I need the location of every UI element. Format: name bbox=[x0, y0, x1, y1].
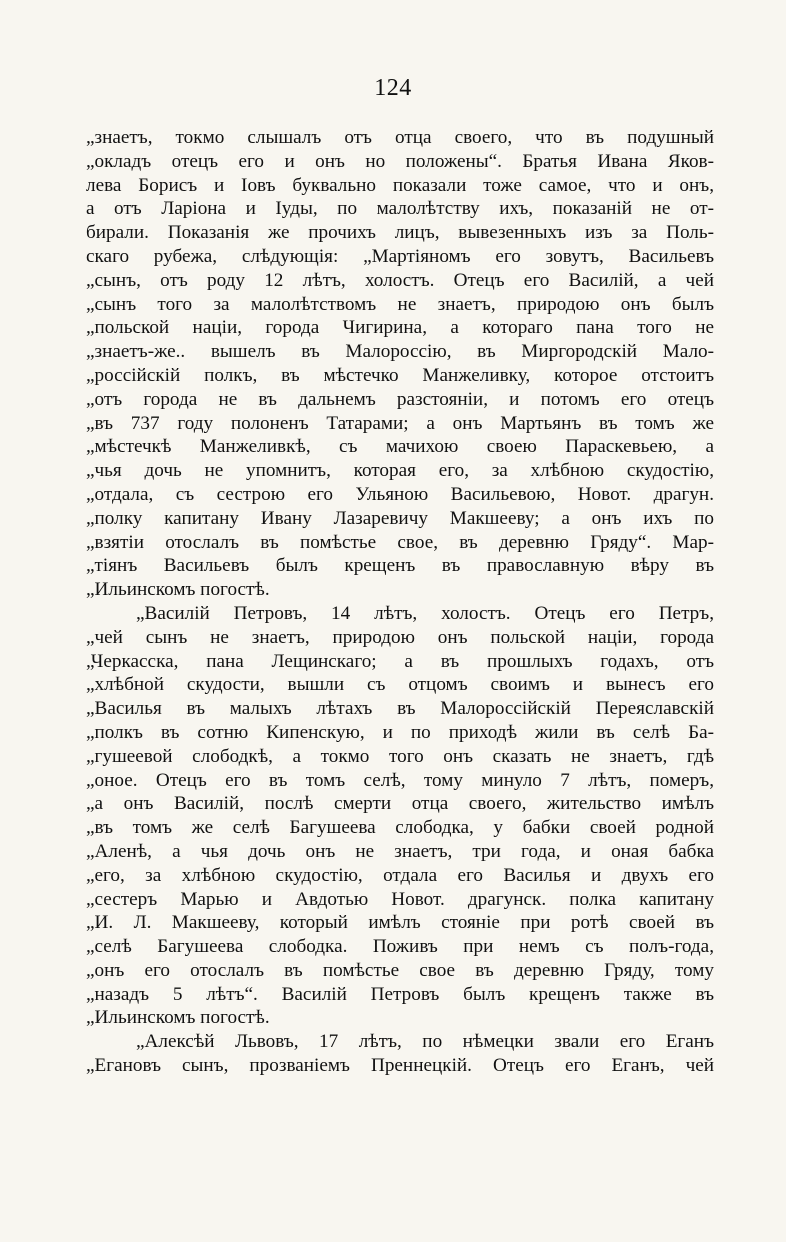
text-line: „знаетъ, токмо слышалъ отъ отца своего, что въ подушный bbox=[86, 127, 714, 148]
text-line: „селѣ Багушеева слободка. Поживъ при немъ съ полъ-года, bbox=[86, 936, 714, 958]
body-text bbox=[86, 126, 714, 1078]
text-line: „И. Л. Макшееву, который имѣлъ стояніе при ротѣ своей въ bbox=[86, 912, 714, 934]
text-line: „а онъ Василій, послѣ смерти отца своего, жительство имѣлъ bbox=[86, 793, 714, 815]
text-line: „россійскій полкъ, въ мѣстечко Манжеливку, которое отстоитъ bbox=[86, 364, 714, 386]
text-line: „назадъ 5 лѣтъ“. Василій Петровъ былъ крещенъ также въ bbox=[86, 983, 714, 1005]
text-line: „сестеръ Марью и Авдотью Новот. драгунск. полка капитану bbox=[86, 888, 714, 910]
text-line: „Василья въ малыхъ лѣтахъ въ Малороссійскій Переяславскій bbox=[86, 698, 714, 720]
text-line: „тіянъ Васильевъ былъ крещенъ въ православную вѣру въ bbox=[86, 555, 714, 577]
text-line: „взятіи отослалъ въ помѣстье свое, въ деревню Гряду“. Мар- bbox=[86, 531, 714, 553]
text-line: „хлѣбной скудости, вышли съ отцомъ своимъ и вынесъ его bbox=[86, 674, 714, 696]
text-line: „окладъ отецъ его и онъ но положены“. Братья Ивана Яков- bbox=[86, 150, 714, 172]
text-line: „полкъ въ сотню Кипенскую, и по приходѣ жили въ селѣ Ба- bbox=[86, 721, 714, 743]
text-line: „чей сынъ не знаетъ, природою онъ польской націи, города bbox=[86, 626, 714, 648]
text-line: „гушеевой слободкѣ, а токмо того онъ сказать не знаетъ, гдѣ bbox=[86, 745, 714, 767]
text-line: „въ томъ же селѣ Багушеева слободка, у бабки своей родной bbox=[86, 817, 714, 839]
text-line: „сынъ того за малолѣтствомъ не знаетъ, природою онъ былъ bbox=[86, 293, 714, 315]
text-line: „Аленѣ, а чья дочь онъ не знаетъ, три года, и оная бабка bbox=[86, 840, 714, 862]
text-line: „оное. Отецъ его въ томъ селѣ, тому минуло 7 лѣтъ, померъ, bbox=[86, 769, 714, 791]
text-line: лева Борисъ и Іовъ буквально показали тоже самое, что и онъ, bbox=[86, 174, 714, 196]
text-line: а отъ Ларіона и Іуды, по малолѣтству ихъ, показаній не от- bbox=[86, 198, 714, 220]
text-line: „Василій Петровъ, 14 лѣтъ, холостъ. Отецъ его Петръ, bbox=[136, 602, 714, 624]
text-line: „чья дочь не упомнитъ, которая его, за хлѣбною скудостію, bbox=[86, 460, 714, 482]
text-line: „Ильинскомъ погостѣ. bbox=[86, 1007, 270, 1029]
text-line: „его, за хлѣбною скудостію, отдала его Василья и двухъ его bbox=[86, 864, 714, 886]
text-line: „польской націи, города Чигирина, а котораго пана того не bbox=[86, 317, 714, 339]
text-line: „мѣстечкѣ Манжеливкѣ, съ мачихою своею Параскевьею, а bbox=[86, 436, 714, 458]
text-line: „Черкасска, пана Лещинскаго; а въ прошлыхъ годахъ, отъ bbox=[86, 650, 714, 672]
text-line: „Ильинскомъ погостѣ. bbox=[86, 579, 270, 601]
page-number: 124 bbox=[374, 75, 412, 101]
text-line: „сынъ, отъ роду 12 лѣтъ, холостъ. Отецъ его Василій, а чей bbox=[86, 269, 714, 291]
text-line: скаго рубежа, слѣдующія: „Мартіяномъ его зовутъ, Васильевъ bbox=[86, 245, 714, 267]
text-line: „Егановъ сынъ, прозваніемъ Преннецкій. Отецъ его Еганъ, чей bbox=[86, 1055, 714, 1077]
text-line: „въ 737 году полоненъ Татарами; а онъ Мартьянъ въ томъ же bbox=[86, 412, 714, 434]
text-line: бирали. Показанія же прочихъ лицъ, вывезенныхъ изъ за Поль- bbox=[86, 222, 714, 244]
text-line: „отдала, съ сестрою его Ульяною Васильевою, Новот. драгун. bbox=[86, 483, 714, 505]
text-line: „Алексѣй Львовъ, 17 лѣтъ, по нѣмецки звали его Еганъ bbox=[136, 1031, 714, 1053]
text-line: „отъ города не въ дальнемъ разстояніи, и потомъ его отецъ bbox=[86, 388, 714, 410]
text-line: „знаетъ-же.. вышелъ въ Малороссію, въ Миргородскій Мало- bbox=[86, 341, 714, 363]
text-line: „полку капитану Ивану Лазаревичу Макшееву; а онъ ихъ по bbox=[86, 507, 714, 529]
text-line: „онъ его отослалъ въ помѣстье свое въ деревню Гряду, тому bbox=[86, 959, 714, 981]
